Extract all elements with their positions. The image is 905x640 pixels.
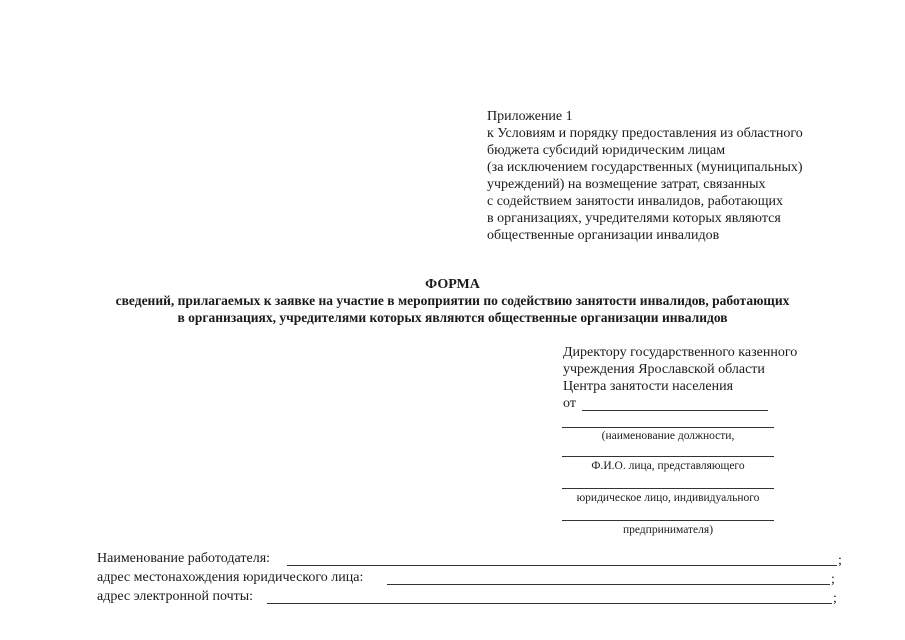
appendix-line: с содействием занятости инвалидов, работающих (487, 194, 783, 209)
appendix-line: Приложение 1 (487, 109, 573, 124)
position-blank-line[interactable] (562, 427, 774, 428)
form-subtitle (0, 292, 905, 326)
employer-name-semicolon: ; (838, 553, 842, 568)
employer-name-input-line[interactable] (287, 565, 837, 566)
email-semicolon: ; (833, 591, 837, 606)
form-subtitle-line: сведений, прилагаемых к заявке на участие в мероприятии по содействию занятости инвалидов, работающих (115, 293, 790, 308)
addressee-line: Директору государственного казенного (563, 345, 798, 360)
caption-entrepreneur: предпринимателя) (622, 524, 714, 536)
employer-name-label: Наименование работодателя: (97, 551, 271, 566)
appendix-line: общественные организации инвалидов (487, 228, 720, 243)
form-title: ФОРМА (425, 277, 480, 292)
legal-address-input-line[interactable] (387, 584, 830, 585)
from-blank-line[interactable] (582, 410, 768, 411)
email-input-line[interactable] (267, 603, 832, 604)
caption-position: (наименование должности, (601, 430, 735, 442)
legal-address-semicolon: ; (831, 572, 835, 587)
appendix-line: (за исключением государственных (муниципальных) (487, 160, 803, 175)
entity-blank-line[interactable] (562, 488, 774, 489)
addressee-block (563, 344, 863, 395)
appendix-line: учреждений) на возмещение затрат, связанных (487, 177, 766, 192)
appendix-line: бюджета субсидий юридическим лицам (487, 143, 726, 158)
appendix-line: в организациях, учредителями которых являются (487, 211, 781, 226)
legal-address-label: адрес местонахождения юридического лица: (97, 570, 364, 585)
caption-entity: юридическое лицо, индивидуального (576, 492, 760, 504)
addressee-line: учреждения Ярославской области (563, 362, 765, 377)
from-label: от (563, 396, 576, 411)
appendix-line: к Условиям и порядку предоставления из областного (487, 126, 803, 141)
addressee-line: Центра занятости населения (563, 379, 734, 394)
form-subtitle-line: в организациях, учредителями которых являются общественные организации инвалидов (177, 310, 728, 325)
name-blank-line[interactable] (562, 456, 774, 457)
caption-name: Ф.И.О. лица, представляющего (591, 460, 745, 472)
appendix-note (487, 108, 867, 244)
entrepreneur-blank-line[interactable] (562, 520, 774, 521)
email-label: адрес электронной почты: (97, 589, 254, 604)
